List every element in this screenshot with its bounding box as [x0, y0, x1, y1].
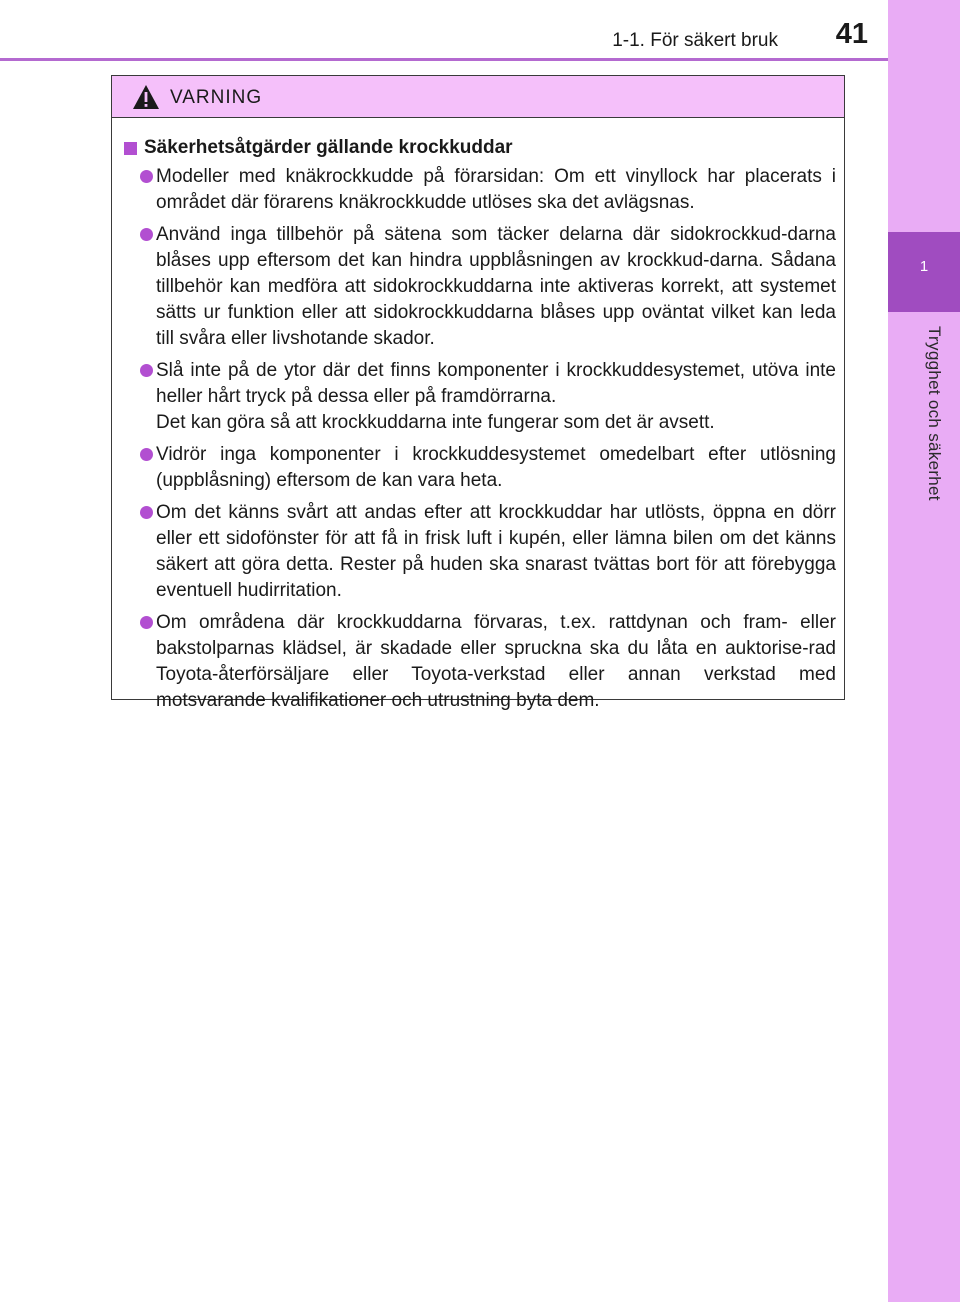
warning-box — [111, 75, 845, 711]
bullet-dot-icon — [140, 506, 153, 519]
page-header — [0, 0, 888, 62]
header-divider — [0, 58, 888, 61]
list-item — [124, 500, 836, 604]
bullet-dot-icon — [140, 448, 153, 461]
warning-section-title: Säkerhetsåtgärder gällande krockkuddar — [144, 137, 513, 158]
bullet-text: Slå inte på de ytor där det finns komponenter i krockkuddesystemet, utöva inte heller hårt tryck på dessa eller på framdörrarna. Det kan göra så att krockkuddarna inte fungerar som det är avsett. — [156, 360, 836, 433]
bullet-text: Modeller med knäkrockkudde på förarsidan: Om ett vinyllock har placerats i området där förarens knäkrockkudde utlöses ska det avlägsnas. — [156, 166, 836, 213]
bullet-dot-icon — [140, 364, 153, 377]
list-item — [124, 610, 836, 714]
warning-triangle-icon — [132, 84, 160, 110]
bullet-dot-icon — [140, 170, 153, 183]
list-item — [124, 358, 836, 436]
warning-header — [112, 76, 844, 118]
square-bullet-icon — [124, 142, 137, 155]
chapter-tab[interactable] — [888, 232, 960, 312]
bullet-dot-icon — [140, 616, 153, 629]
warning-label: VARNING — [170, 87, 263, 108]
warning-section-heading — [124, 135, 836, 161]
chapter-side-strip — [888, 0, 960, 1302]
list-item — [124, 222, 836, 352]
bullet-dot-icon — [140, 228, 153, 241]
list-item — [124, 442, 836, 494]
bullet-text: Om områdena där krockkuddarna förvaras, t.ex. rattdynan och fram- eller bakstolparnas klädsel, är skadade eller spruckna ska du låta en auktorise-rad Toyota-återförsäljare eller Toyota-verkstad eller annan verkstad med motsvarande kvalifikationer och utrustning byta dem. — [156, 612, 836, 711]
bullet-text: Vidrör inga komponenter i krockkuddesystemet omedelbart efter utlösning (uppblåsning) eftersom de kan vara heta. — [156, 444, 836, 491]
section-title: 1-1. För säkert bruk — [612, 30, 778, 51]
bullet-text: Om det känns svårt att andas efter att krockkuddar har utlösts, öppna en dörr eller ett sidofönster för att få in frisk luft i kupén, eller lämna bilen om det känns säkert att göra detta. Rester på huden ska snarast tvättas bort för att förebygga eventuell hudirritation. — [156, 502, 836, 601]
chapter-number: 1 — [919, 258, 929, 275]
warning-body — [112, 118, 844, 714]
list-item — [124, 164, 836, 216]
page-number: 41 — [835, 18, 868, 50]
chapter-label: Trygghet och säkerhet — [925, 326, 944, 501]
warning-bullet-list — [124, 164, 836, 714]
bullet-text: Använd inga tillbehör på sätena som täcker delarna där sidokrockkud-darna blåses upp eftersom det kan hindra uppblåsningen av krockkud-darna. Sådana tillbehör kan medföra att sidokrockkuddarna inte aktiveras korrekt, att systemet sätts ur funktion eller att sidokrockkuddarna blåses upp oväntat vilket kan leda till svåra eller livshotande skador. — [156, 224, 836, 349]
